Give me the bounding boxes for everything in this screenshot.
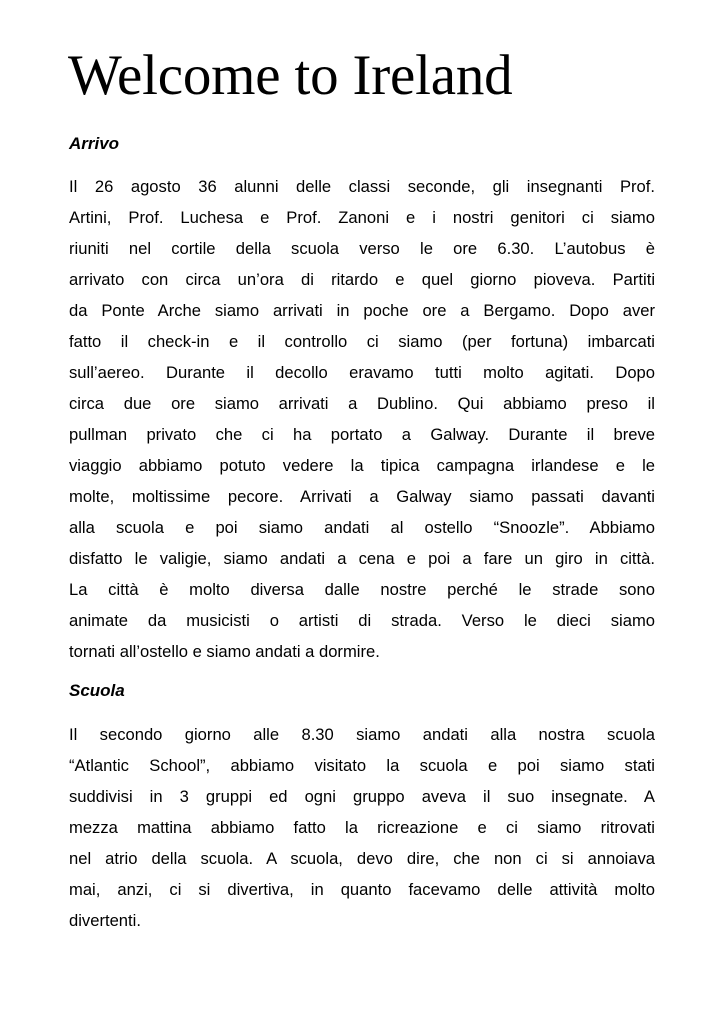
text-line: suddivisi in 3 gruppi ed ogni gruppo aveva il suo insegnate. A — [69, 787, 655, 806]
text-line: molte, moltissime pecore. Arrivati a Galway siamo passati davanti — [69, 487, 655, 506]
text-line: tornati all’ostello e siamo andati a dormire. — [69, 642, 380, 661]
section-heading-scuola: Scuola — [69, 681, 125, 700]
text-line: mezza mattina abbiamo fatto la ricreazione e ci siamo ritrovati — [69, 818, 655, 837]
text-line: mai, anzi, ci si divertiva, in quanto facevamo delle attività molto — [69, 880, 655, 899]
text-line: sull’aereo. Durante il decollo eravamo tutti molto agitati. Dopo — [69, 363, 655, 382]
text-line: divertenti. — [69, 911, 141, 930]
text-line: “Atlantic School”, abbiamo visitato la scuola e poi siamo stati — [69, 756, 655, 775]
text-line: da Ponte Arche siamo arrivati in poche ore a Bergamo. Dopo aver — [69, 301, 655, 320]
section-body-arrivo — [69, 171, 655, 667]
text-line: Il secondo giorno alle 8.30 siamo andati alla nostra scuola — [69, 725, 655, 744]
section-body-scuola — [69, 719, 655, 936]
section-heading-arrivo: Arrivo — [69, 134, 120, 153]
text-line: riuniti nel cortile della scuola verso le ore 6.30. L’autobus è — [69, 239, 655, 258]
document-title: Welcome to Ireland — [68, 44, 513, 107]
text-line: La città è molto diversa dalle nostre perché le strade sono — [69, 580, 655, 599]
text-line: fatto il check-in e il controllo ci siamo (per fortuna) imbarcati — [69, 332, 655, 351]
text-line: animate da musicisti o artisti di strada. Verso le dieci siamo — [69, 611, 655, 630]
text-line: pullman privato che ci ha portato a Galway. Durante il breve — [69, 425, 655, 444]
text-line: nel atrio della scuola. A scuola, devo dire, che non ci si annoiava — [69, 849, 655, 868]
text-line: alla scuola e poi siamo andati al ostello “Snoozle”. Abbiamo — [69, 518, 655, 537]
text-line: Il 26 agosto 36 alunni delle classi seconde, gli insegnanti Prof. — [69, 177, 655, 196]
text-line: viaggio abbiamo potuto vedere la tipica campagna irlandese e le — [69, 456, 655, 475]
text-line: Artini, Prof. Luchesa e Prof. Zanoni e i nostri genitori ci siamo — [69, 208, 655, 227]
text-line: circa due ore siamo arrivati a Dublino. Qui abbiamo preso il — [69, 394, 655, 413]
text-line: arrivato con circa un’ora di ritardo e quel giorno pioveva. Partiti — [69, 270, 655, 289]
text-line: disfatto le valigie, siamo andati a cena e poi a fare un giro in città. — [69, 549, 655, 568]
